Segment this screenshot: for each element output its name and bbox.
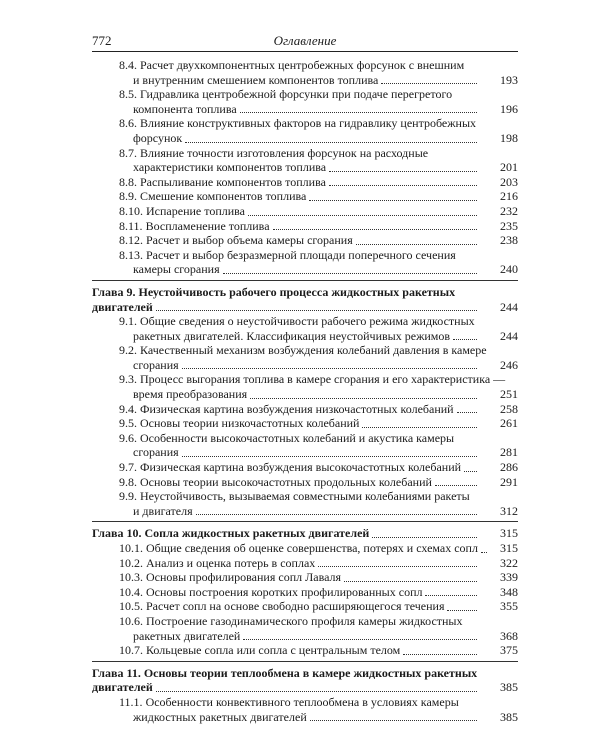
dot-leader bbox=[240, 112, 477, 113]
toc-page-number: 315 bbox=[500, 541, 518, 555]
toc-number: 8.12. bbox=[119, 233, 143, 248]
toc-page-number: 216 bbox=[500, 189, 518, 204]
toc-section[interactable] bbox=[92, 489, 518, 518]
toc-title-line: сгорания bbox=[133, 445, 179, 460]
toc-page-number: 261 bbox=[500, 416, 518, 431]
toc-title-line: двигателей bbox=[92, 299, 153, 314]
toc-title-line: камеры сгорания bbox=[133, 262, 220, 277]
toc-number: 10.3. bbox=[119, 570, 143, 585]
chapter-divider bbox=[92, 661, 518, 662]
toc-title-line: Процесс выгорания топлива в камере сгорания и его характеристика — bbox=[140, 372, 506, 387]
toc-section[interactable] bbox=[92, 430, 518, 460]
toc-title-line: и двигателя bbox=[133, 503, 193, 518]
toc-title-line: Особенности конвективного теплообмена в условиях камеры bbox=[145, 694, 459, 709]
toc-section[interactable] bbox=[92, 189, 518, 204]
toc-section[interactable] bbox=[92, 87, 518, 116]
toc-page-number: 235 bbox=[500, 218, 518, 233]
toc-number: Глава 10. bbox=[92, 526, 142, 541]
dot-leader bbox=[447, 610, 477, 611]
toc-title-line: Основы теории высокочастотных продольных колебаний bbox=[140, 474, 432, 489]
toc-title-line: Основы построения коротких профилированных сопл bbox=[146, 584, 423, 599]
toc-section[interactable] bbox=[92, 314, 518, 343]
dot-leader bbox=[403, 654, 477, 655]
toc-section[interactable] bbox=[92, 599, 518, 614]
toc-section[interactable] bbox=[92, 613, 518, 643]
toc-number: 9.3. bbox=[119, 372, 137, 387]
toc-number: 8.9. bbox=[119, 189, 137, 204]
dot-leader bbox=[310, 720, 477, 721]
dot-leader bbox=[425, 595, 477, 596]
toc-page-number: 286 bbox=[500, 460, 518, 475]
toc-title-line: характеристики компонентов топлива bbox=[133, 160, 327, 175]
toc-number: 9.2. bbox=[119, 343, 137, 358]
toc-page-number: 196 bbox=[500, 101, 518, 116]
toc-title-line: Смешение компонентов топлива bbox=[140, 189, 307, 204]
toc-number: 8.10. bbox=[119, 203, 143, 218]
toc-section[interactable] bbox=[92, 203, 518, 219]
toc-title-line: Гидравлика центробежной форсунки при подаче перегретого bbox=[140, 87, 453, 102]
toc-title-line: Расчет двухкомпонентных центробежных форсунок с внешним bbox=[140, 58, 465, 72]
dot-leader bbox=[196, 514, 477, 515]
dot-leader bbox=[453, 339, 477, 340]
toc-section[interactable] bbox=[92, 174, 518, 190]
dot-leader bbox=[309, 200, 477, 201]
toc-title-line: ракетных двигателей. Классификация неустойчивых режимов bbox=[133, 328, 451, 343]
toc-title-line: Анализ и оценка потерь в соплах bbox=[146, 555, 316, 570]
dot-leader bbox=[156, 691, 477, 692]
toc-page-number: 246 bbox=[500, 357, 518, 372]
toc-page-number: 368 bbox=[500, 628, 518, 643]
toc-section[interactable] bbox=[92, 584, 518, 600]
toc-section[interactable] bbox=[92, 555, 518, 571]
toc-page-number: 193 bbox=[500, 72, 518, 87]
toc-number: 11.1. bbox=[119, 694, 143, 709]
dot-leader bbox=[464, 471, 477, 472]
toc-number: 9.1. bbox=[119, 314, 137, 329]
running-title: Оглавление bbox=[273, 33, 337, 48]
dot-leader bbox=[248, 215, 477, 216]
toc-title-line: Неустойчивость, вызываемая совместными колебаниями ракеты bbox=[140, 489, 470, 504]
toc-page-number: 238 bbox=[500, 233, 518, 248]
dot-leader bbox=[344, 581, 477, 582]
toc-number: 10.1. bbox=[119, 541, 143, 555]
dot-leader bbox=[356, 244, 477, 245]
toc-page-number: 312 bbox=[500, 503, 518, 518]
dot-leader bbox=[156, 310, 477, 311]
toc-title-line: Основы теории теплообмена в камере жидкостных ракетных bbox=[143, 665, 478, 680]
toc-title-line: Общие сведения о неустойчивости рабочего режима жидкостных bbox=[140, 314, 475, 329]
toc-number: 8.13. bbox=[119, 247, 143, 262]
toc-title-line: Особенности высокочастотных колебаний и акустика камеры bbox=[140, 430, 455, 445]
table-of-contents bbox=[92, 58, 518, 724]
toc-section[interactable] bbox=[92, 416, 518, 431]
toc-page-number: 244 bbox=[500, 328, 518, 343]
toc-page-number: 198 bbox=[500, 130, 518, 145]
toc-page-number: 385 bbox=[500, 709, 518, 724]
toc-title-line: компонента топлива bbox=[133, 101, 237, 116]
toc-section[interactable] bbox=[92, 401, 518, 417]
toc-number: 9.9. bbox=[119, 489, 137, 504]
toc-section[interactable] bbox=[92, 643, 518, 658]
toc-number: 9.8. bbox=[119, 474, 137, 489]
toc-number: 10.4. bbox=[119, 584, 143, 599]
toc-title-line: Построение газодинамического профиля камеры жидкостных bbox=[146, 613, 463, 628]
toc-title-line: Влияние конструктивных факторов на гидравлику центробежных bbox=[140, 116, 477, 131]
toc-title-line: ракетных двигателей bbox=[133, 628, 241, 643]
toc-chapter[interactable] bbox=[92, 665, 518, 695]
toc-title-line: Основы профилирования сопл Лаваля bbox=[146, 570, 342, 585]
toc-number: 10.2. bbox=[119, 555, 143, 570]
toc-section[interactable] bbox=[92, 247, 518, 277]
toc-number: 8.8. bbox=[119, 174, 137, 189]
toc-title-line: форсунок bbox=[133, 130, 183, 145]
toc-title-line: Кольцевые сопла или сопла с центральным телом bbox=[146, 643, 401, 658]
toc-title-line: жидкостных ракетных двигателей bbox=[133, 709, 307, 724]
toc-page-number: 232 bbox=[500, 203, 518, 218]
toc-title-line: Сопла жидкостных ракетных двигателей bbox=[144, 526, 370, 541]
toc-title-line: Физическая картина возбуждения низкочастотных колебаний bbox=[140, 401, 454, 416]
toc-page-number: 315 bbox=[500, 526, 518, 541]
dot-leader bbox=[435, 485, 477, 486]
toc-number: 8.5. bbox=[119, 87, 137, 102]
toc-page-number: 375 bbox=[500, 643, 518, 658]
toc-number: 8.6. bbox=[119, 116, 137, 131]
dot-leader bbox=[318, 566, 477, 567]
toc-title-line: Неустойчивость рабочего процесса жидкостных ракетных bbox=[138, 284, 456, 299]
toc-title-line: Расчет и выбор безразмерной площади поперечного сечения bbox=[146, 247, 456, 262]
dot-leader bbox=[362, 427, 477, 428]
toc-number: 9.5. bbox=[119, 416, 137, 431]
toc-chapter[interactable] bbox=[92, 284, 518, 314]
toc-page-number: 251 bbox=[500, 387, 518, 402]
chapter-divider bbox=[92, 521, 518, 522]
toc-number: 8.11. bbox=[119, 218, 143, 233]
toc-section[interactable] bbox=[92, 145, 518, 175]
toc-section[interactable] bbox=[92, 116, 518, 145]
toc-page-number: 281 bbox=[500, 445, 518, 460]
dot-leader bbox=[185, 142, 477, 143]
toc-section[interactable] bbox=[92, 570, 518, 585]
toc-title-line: Расчет и выбор объема камеры сгорания bbox=[146, 233, 353, 248]
dot-leader bbox=[329, 171, 477, 172]
toc-title-line: Влияние точности изготовления форсунок на расходные bbox=[140, 145, 429, 160]
toc-page-number: 203 bbox=[500, 174, 518, 189]
dot-leader bbox=[372, 537, 477, 538]
toc-section[interactable] bbox=[92, 372, 518, 402]
dot-leader bbox=[457, 412, 477, 413]
toc-page-number: 339 bbox=[500, 570, 518, 585]
toc-chapter[interactable] bbox=[92, 526, 518, 541]
toc-title-line: сгорания bbox=[133, 357, 179, 372]
toc-section[interactable] bbox=[92, 541, 518, 556]
toc-number: 8.7. bbox=[119, 145, 137, 160]
dot-leader bbox=[381, 83, 477, 84]
toc-page-number: 201 bbox=[500, 160, 518, 175]
page-number: 772 bbox=[92, 33, 112, 48]
toc-number: 10.7. bbox=[119, 643, 143, 658]
dot-leader bbox=[273, 229, 477, 230]
toc-number: 10.5. bbox=[119, 599, 143, 614]
toc-section[interactable] bbox=[92, 343, 518, 372]
dot-leader bbox=[243, 639, 477, 640]
toc-title-line: Общие сведения об оценке совершенства, потерях и схемах сопл bbox=[146, 541, 478, 555]
toc-section[interactable] bbox=[92, 218, 518, 234]
toc-number: 9.6. bbox=[119, 430, 137, 445]
toc-title-line: время преобразования bbox=[133, 387, 248, 402]
toc-page-number: 385 bbox=[500, 680, 518, 695]
toc-title-line: Распыливание компонентов топлива bbox=[140, 174, 326, 189]
toc-section[interactable] bbox=[92, 233, 518, 248]
toc-title-line: Испарение топлива bbox=[146, 203, 245, 218]
toc-page-number: 240 bbox=[500, 262, 518, 277]
chapter-divider bbox=[92, 280, 518, 281]
toc-section[interactable] bbox=[92, 460, 518, 475]
toc-section[interactable] bbox=[92, 58, 518, 87]
toc-number: 9.7. bbox=[119, 460, 137, 475]
toc-title-line: и внутренним смешением компонентов топлива bbox=[133, 72, 379, 87]
toc-page-number: 244 bbox=[500, 299, 518, 314]
toc-number: 10.6. bbox=[119, 613, 143, 628]
toc-title-line: двигателей bbox=[92, 680, 153, 695]
toc-page-number: 258 bbox=[500, 401, 518, 416]
toc-number: 9.4. bbox=[119, 401, 137, 416]
page-header bbox=[92, 31, 518, 52]
toc-title-line: Воспламенение топлива bbox=[145, 218, 270, 233]
toc-number: Глава 11. bbox=[92, 665, 141, 680]
toc-title-line: Расчет сопл на основе свободно расширяющегося течения bbox=[146, 599, 445, 614]
toc-page-number: 348 bbox=[500, 584, 518, 599]
toc-title-line: Основы теории низкочастотных колебаний bbox=[140, 416, 360, 431]
toc-page-number: 291 bbox=[500, 474, 518, 489]
toc-section[interactable] bbox=[92, 474, 518, 490]
toc-section[interactable] bbox=[92, 694, 518, 724]
toc-page-number: 322 bbox=[500, 555, 518, 570]
dot-leader bbox=[223, 273, 477, 274]
dot-leader bbox=[250, 398, 477, 399]
toc-page-number: 355 bbox=[500, 599, 518, 614]
toc-number: 8.4. bbox=[119, 58, 137, 72]
toc-number: Глава 9. bbox=[92, 284, 136, 299]
toc-title-line: Физическая картина возбуждения высокочастотных колебаний bbox=[140, 460, 462, 475]
dot-leader bbox=[182, 456, 477, 457]
dot-leader bbox=[481, 552, 487, 553]
toc-title-line: Качественный механизм возбуждения колебаний давления в камере bbox=[140, 343, 487, 358]
dot-leader bbox=[329, 185, 477, 186]
dot-leader bbox=[182, 368, 477, 369]
